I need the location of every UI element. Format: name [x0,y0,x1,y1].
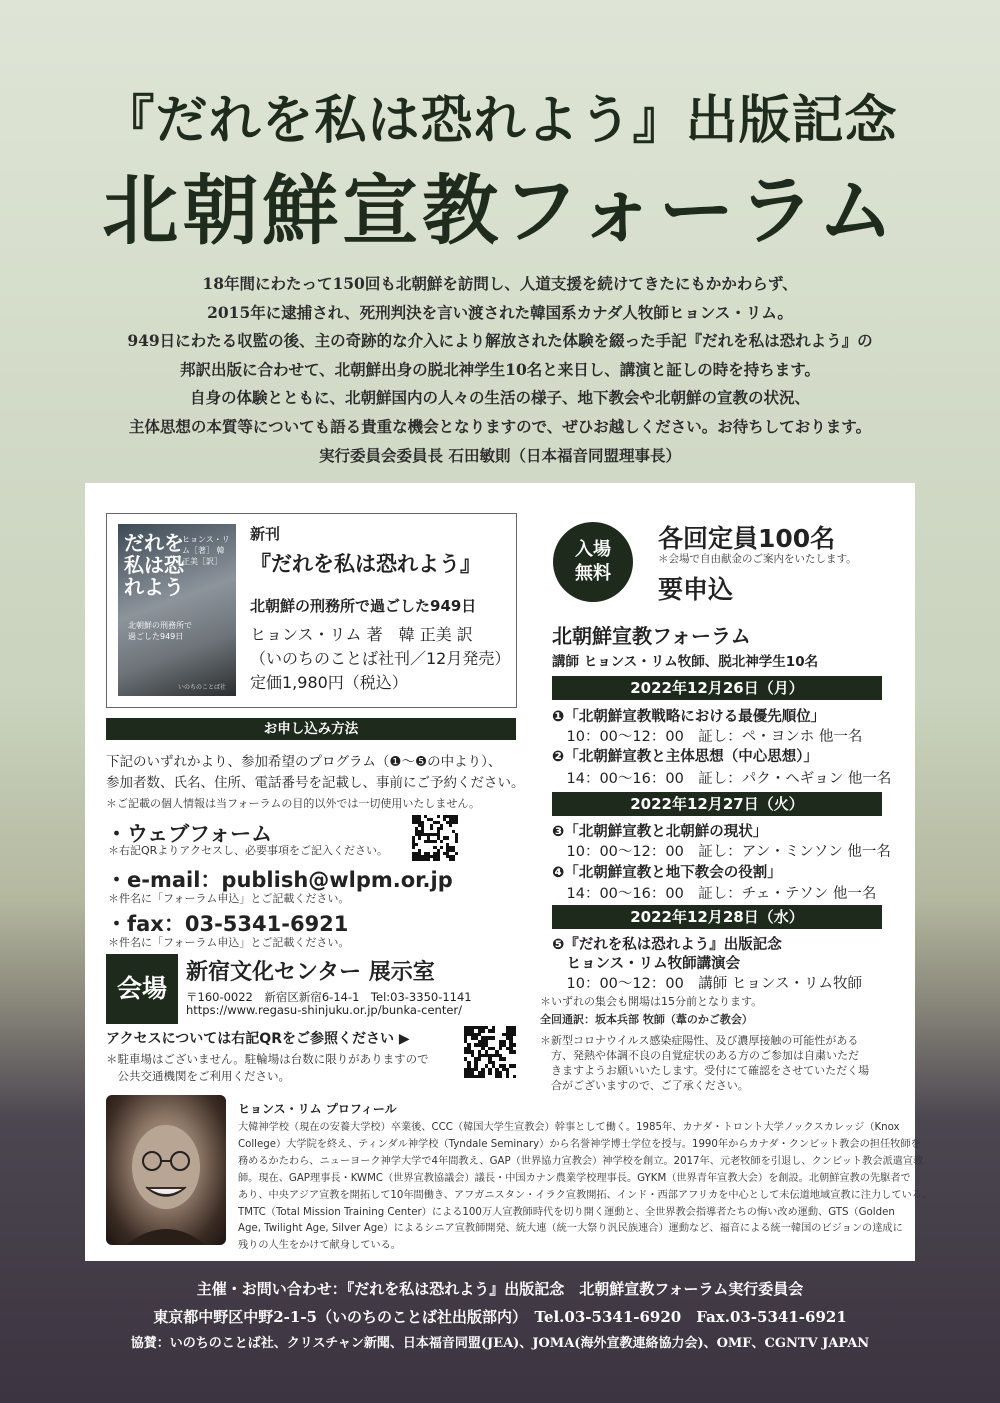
session-detail: 14：00〜16：00 証し：パク・ヘギョン 他一名 [552,771,892,787]
access-qr-code[interactable] [464,1026,516,1078]
profile-heading: ヒョンス・リム プロフィール [238,1102,397,1116]
book-cover-publisher: いのちのことば社 [178,684,227,691]
qr-module [437,858,440,861]
sponsors-line: 協賛：いのちのことば社、クリスチャン新聞、日本福音同盟(JEA)、JOMA(海外宣教連絡協力会)、OMF、CGNTV JAPAN [130,1336,870,1351]
qr-module [481,1029,484,1032]
session-title: ヒョンス・リム牧師講演会 [552,956,741,972]
intro-signature: 実行委員会委員長 石田敏則（日本福音同盟理事長） [319,445,681,465]
qr-module [492,1029,495,1032]
qr-module [513,1050,516,1053]
intro-line: 949日にわたる収監の後、主の奇跡的な介入により解放された体験を綴った手記『だれを私は恐れよう』の [127,331,873,351]
profile-line: 残りの人生をかけて献身している。 [238,1240,401,1252]
email-contact[interactable]: ・e-mail：publish@wlpm.or.jp [106,868,453,892]
qr-module [415,843,418,846]
qr-module [499,1075,502,1078]
qr-module [427,858,430,861]
qr-module [513,1064,516,1067]
web-form-note: ＊右記QRよりアクセスし、必要事項をご記入ください。 [108,844,388,857]
speaker-photo [106,1095,226,1245]
qr-module [513,1043,516,1046]
venue-url[interactable]: https://www.regasu-shinjuku.or.jp/bunka-center/ [186,1003,462,1017]
session-title: ❹「北朝鮮宣教と地下教会の役割」 [552,865,782,881]
apply-instructions: 下記のいずれかより、参加希望のプログラム（❶〜❺の中より）、 [106,754,502,770]
web-form-label[interactable]: ・ウェブフォーム [106,822,273,846]
book-price: 定価1,980円（税込） [250,673,408,692]
qr-module [437,815,440,818]
parking-note: ＊駐車場はございません。駐輪場は台数に限りがありますので [106,1052,429,1066]
date-bar-day1: 2022年12月26日（月） [552,676,882,700]
session-detail: 10：00〜12：00 証し：アン・ミンソン 他一名 [552,844,891,860]
new-book-label: 新刊 [250,525,281,543]
organizer-line: 主催・お問い合わせ：『だれを私は恐れよう』出版記念 北朝鮮宣教フォーラム実行委員会 [196,1280,804,1298]
badge-line: 入場 [575,539,611,560]
qr-module [506,1075,509,1078]
capacity-text: 各回定員100名 [658,524,836,553]
intro-line: 18年間にわたって150回も北朝鮮を訪問し、人道支援を続けてきたにもかかわらず、 [202,274,798,293]
address-line: 東京都中野区中野2-1-5（いのちのことば社出版部内） Tel.03-5341-6920 Fax.03-5341-6921 [153,1308,847,1326]
qr-module [513,1075,516,1078]
session-detail: 10：00〜12：00 証し：ペ・ヨンホ 他一名 [552,729,863,745]
qr-module [440,840,443,843]
fax-note: ＊件名に「フォーラム申込」とご記載ください。 [108,936,350,949]
venue-address: 〒160-0022 新宿区新宿6-14-1 Tel:03-3350-1141 [186,990,472,1004]
speaker-portrait-icon [106,1095,226,1245]
session-detail: 14：00〜16：00 証し：チェ・テソン 他一名 [552,886,877,902]
qr-module [499,1047,502,1050]
qr-module [478,1057,481,1060]
access-instructions: アクセスについては右記QRをご参照ください ▶ [106,1031,410,1047]
book-cover-title: だれを私は恐れよう [124,531,184,599]
intro-text [60,270,940,470]
venue-label: 会場 [106,954,178,1024]
footer [0,1275,1000,1357]
profile-line: あり、中央アジア宣教を開拓して10年間働き、アフガニスタン・イラク宣教開拓、インド・西部アフリカを中心として未伝道地域宣教に注力している。 [238,1189,933,1201]
profile-line: 大韓神学校（現在の安養大学校）卒業後、CCC（韓国大学生宣教会）幹事として働く。1985年、カナダ・トロント大学ノックスカレッジ（Knox [238,1122,900,1133]
session-title: ❷「北朝鮮宣教と主体思想（中心思想）」 [552,749,819,765]
session-detail: 10：00〜12：00 講師 ヒョンス・リム牧師 [552,976,862,992]
program-speakers: 講師 ヒョンス・リム牧師、脱北神学生10名 [552,654,819,670]
apply-heading: お申し込み方法 [106,718,516,740]
offering-note: ＊会場で自由献金のご案内をいたします。 [658,553,857,565]
email-note: ＊件名に「フォーラム申込」とご記載ください。 [108,892,350,905]
profile-line: 師。現在、GAP理事長・KWMC（世界宣教協議会）議長・中国カナン農業学校理事長。GYKM（世界青年宣教大会）を創設。北朝鮮宣教の先駆者で [238,1172,911,1184]
qr-module [502,1057,505,1060]
book-publisher: （いのちのことば社刊／12月発売） [250,649,511,668]
free-admission-badge [553,522,633,602]
covid-note: 方、発熱や体調不良の自覚症状のある方のご参加は自粛いただ [540,1049,859,1062]
parking-note: 公共交通機関をご利用ください。 [106,1069,290,1083]
qr-module [452,858,455,861]
date-bar-day2: 2022年12月27日（火） [552,792,882,816]
qr-module [430,827,433,830]
intro-line: 主体思想の本質等についても語る貴重な機会となりますので、ぜひお越しください。お待ちしております。 [128,416,872,436]
event-subtitle: 『だれを私は恐れよう』出版記念 [102,90,898,151]
profile-line: Age, Twilight Age, Silver Age）によるシニア宣教師開発、統大連（統一大祭り汎民族連合）運動など、福音による統一韓国のビジョンの達成に [238,1223,903,1235]
privacy-note: ＊ご記載の個人情報は当フォーラムの目的以外では一切使用いたしません。 [106,797,480,810]
profile-line: 務めるかたわら、ニューヨーク神学大学で4年間教え、GAP（世界協力宣教会）神学校を創立。2017年、元老牧師を引退し、クンビット教会派遣宣教 [238,1155,924,1167]
covid-note: ＊新型コロナウイルス感染症陽性、及び濃厚接触の可能性がある [540,1034,859,1047]
qr-module [488,1071,491,1074]
web-form-qr-code[interactable] [412,815,458,861]
covid-note: 合がございますので、ご了承ください。 [540,1079,749,1092]
covid-note: きますようお願いいたします。受付にて確認をさせていただく場 [540,1064,870,1077]
qr-module [449,824,452,827]
profile-line: TMTC（Total Mission Training Center）による100万人宣教師時代を切り開く運動と、全世界教会指導者たちの悔い改め運動、GTS（Golden [238,1206,895,1218]
book-authors: ヒョンス・リム 著 韓 正美 訳 [250,625,473,644]
qr-module [440,846,443,849]
intro-line: 2015年に逮捕され、死刑判決を言い渡された韓国系カナダ人牧師ヒョンス・リム。 [207,302,793,322]
opening-note: ＊いずれの集会も開場は15分前となります。 [540,995,763,1008]
book-cover-subtitle: 北朝鮮の刑務所で過ごした949日 [128,621,192,641]
qr-module [481,1075,484,1078]
session-title: ❶「北朝鮮宣教戦略における最優先順位」 [552,709,826,725]
interpreter-note: 全回通訳：坂本兵部 牧師（葦のかご教会） [540,1013,753,1026]
venue-name: 新宿文化センター 展示室 [186,960,435,985]
qr-module [513,1033,516,1036]
session-title: ❸「北朝鮮宣教と北朝鮮の現状」 [552,824,768,840]
qr-module [412,846,415,849]
page-title: 北朝鮮宣教フォーラム [102,166,898,255]
reservation-required: 要申込 [658,575,734,604]
profile-text [238,1120,933,1255]
qr-module [455,852,458,855]
qr-module [418,836,421,839]
profile-line: College）大学院を終え、ティンダル神学校（Tyndale Seminary）から名誉神学博士学位を授与。1990年からカナダ・クンビット教会の担任牧師を [238,1138,921,1150]
fax-contact: ・fax：03-5341-6921 [106,912,349,936]
book-subtitle: 北朝鮮の刑務所で過ごした949日 [250,597,477,615]
qr-module [455,840,458,843]
qr-module [440,827,443,830]
qr-module [433,840,436,843]
book-cover-author: ヒョンス・リム［著］ 韓正美［訳］ [182,535,230,566]
session-title: ❺『だれを私は恐れよう』出版記念 [552,937,782,953]
date-bar-day3: 2022年12月28日（水） [552,905,882,929]
intro-line: 邦訳出版に合わせて、北朝鮮出身の脱北神学生10名と来日し、講演と証しの時を持ちます。 [179,359,821,379]
qr-module [446,836,449,839]
qr-module [455,821,458,824]
book-title: 『だれを私は恐れよう』 [250,552,481,576]
badge-line: 無料 [575,563,611,584]
program-title: 北朝鮮宣教フォーラム [552,624,751,648]
intro-line: 自身の体験とともに、北朝鮮国内の人々の生活の様子、地下教会や北朝鮮の宣教の状況、 [189,388,810,408]
book-cover-image [118,524,236,696]
apply-instructions: 参加者数、氏名、住所、電話番号を記載し、事前にご予約ください。 [106,775,525,791]
qr-module [492,1036,495,1039]
